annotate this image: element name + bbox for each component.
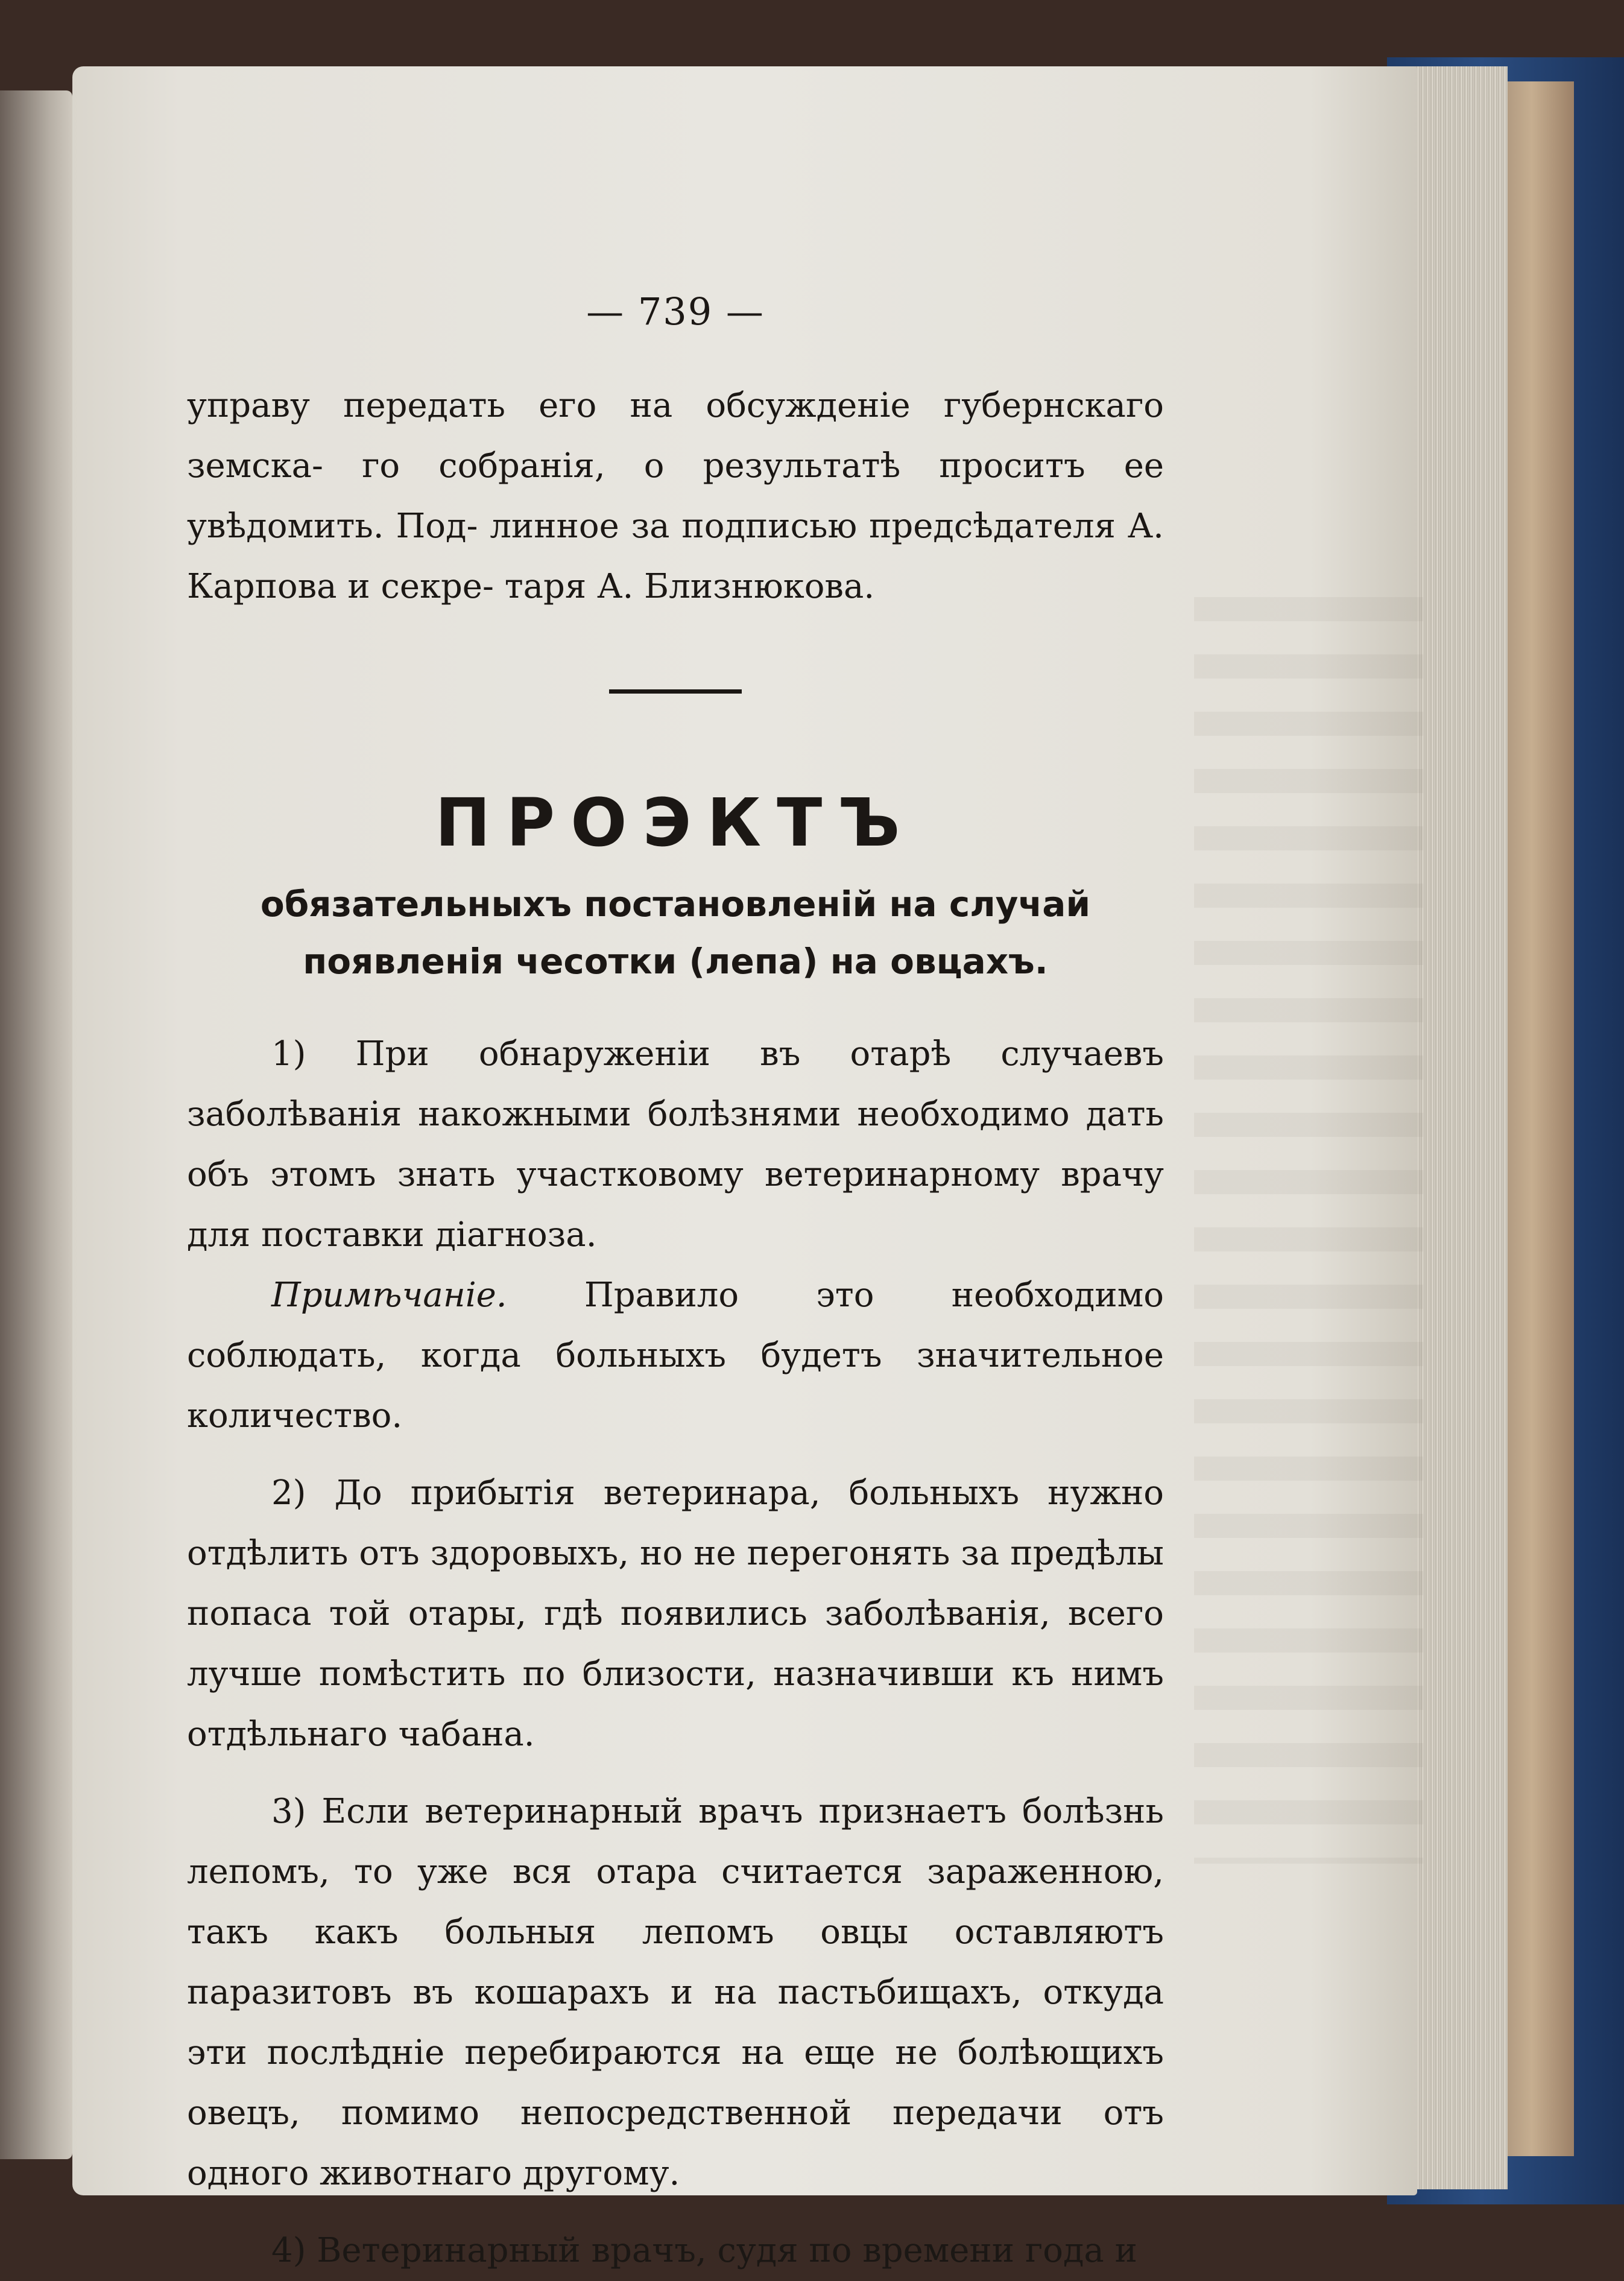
section-divider — [609, 689, 742, 694]
intro-paragraph — [187, 376, 1164, 617]
section-title: ПРОЭКТЪ — [435, 784, 916, 861]
note-text: Правило это необходимо соблюдать, когда больныхъ будетъ значительное количество. — [187, 1276, 1164, 1435]
subtitle-line: обязательныхъ постановленій на случай — [260, 884, 1091, 925]
note-paragraph — [187, 1265, 1164, 1446]
item-1: 1) При обнаруженіи въ отарѣ случаевъ заболѣванія накожными болѣзнями необходимо дать объ этомъ знать участковому ветеринарному врачу для поставки діагноза. — [187, 1034, 1164, 1254]
page-number: — 739 — — [586, 289, 765, 334]
left-page-edge — [0, 90, 72, 2159]
subtitle-line: появленія чесотки (лепа) на овцахъ. — [303, 941, 1048, 982]
note-label: Примѣчаніе. — [271, 1276, 507, 1315]
item-2: 2) До прибытія ветеринара, больныхъ нужно отдѣлить отъ здоровыхъ, но не перегонять за предѣлы попаса той отары, гдѣ появились заболѣванія, всего лучше помѣстить по близости, назначивши къ нимъ отдѣльнаго чабана. — [187, 1473, 1164, 1754]
intro-line: го собранія, о результатѣ проситъ ее увѣдомить. Под- — [187, 446, 1164, 546]
intro-line: таря А. Близнюкова. — [504, 567, 875, 606]
intro-line: линное за подписью предсѣдателя А. Карпова и секре- — [187, 507, 1164, 606]
item-3: 3) Если ветеринарный врачъ признаетъ болѣзнь лепомъ, то уже вся отара считается зараженною, такъ какъ больныя лепомъ овцы оставляютъ паразитовъ въ кошарахъ и на пастьбищахъ, откуда эти послѣдніе перебираются на еще не болѣющихъ овецъ, помимо непосредственной передачи отъ одного животнаго другому. — [187, 1792, 1164, 2193]
show-through — [1194, 597, 1423, 1864]
page-content — [187, 289, 1164, 2281]
item-4: 4) Ветеринарный врачъ, судя по времени года и — [271, 2231, 1137, 2270]
intro-line: управу передать его на обсужденіе губернскаго земска- — [187, 386, 1164, 486]
section-subtitle — [187, 876, 1164, 990]
